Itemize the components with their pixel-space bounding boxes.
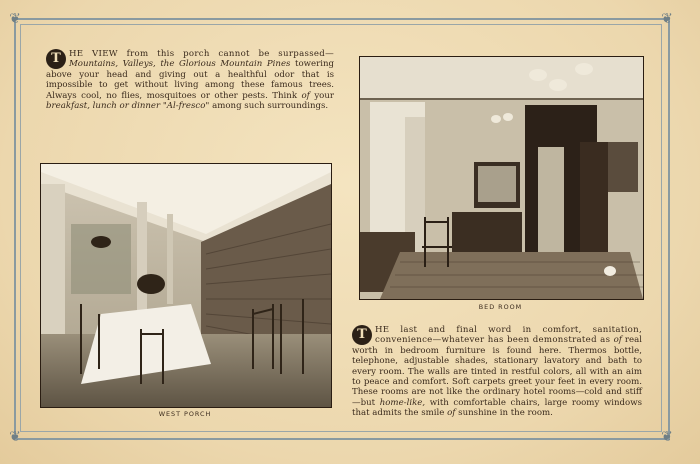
bedroom-body: real worth in bedroom furniture is found here. Thermos bottle, telephone, adjustable shades, stationary lavatory and bath to every room. The walls are tinted in restful colors, all with an aim to peace and comfort. Soft carpets greet your feet in every room. These rooms are not like the ordinary hotel rooms—cold and stiff—but <box>352 335 642 408</box>
bedroom-body-2: with comfortable chairs, large roomy windows that admits the smile <box>352 397 642 419</box>
porch-body: towering above your head and giving out a healthful odor that is impossible to get without living among these famous trees. Always cool, no flies, mosquitoes or other pests. Think <box>46 59 334 101</box>
bedroom-caption: BED ROOM <box>478 303 523 311</box>
corner-ornament-bottom-left: ❦ <box>9 429 21 445</box>
west-porch-caption: WEST PORCH <box>158 410 212 418</box>
porch-dropcap: T <box>46 49 66 69</box>
porch-emphasis-meals: breakfast, lunch or dinner "Al-fresco" <box>46 101 210 112</box>
corner-ornament-top-left: ❦ <box>9 11 21 27</box>
west-porch-photo <box>40 163 332 408</box>
bedroom-lead: HE last and final word in comfort, sanitation, convenience—whatever has been demonstrated as <box>375 325 642 346</box>
porch-of: of <box>301 90 310 101</box>
bedroom-description <box>352 325 642 419</box>
porch-lead: HE VIEW from this porch cannot be surpassed— <box>69 49 334 59</box>
porch-body-2: your <box>309 90 334 101</box>
bedroom-homelike: home-like, <box>379 397 426 408</box>
corner-ornament-top-right: ❦ <box>661 11 673 27</box>
bedroom-tail: sunshine in the room. <box>455 408 553 419</box>
porch-tail: among such surroundings. <box>209 101 329 112</box>
west-porch-image <box>41 164 331 407</box>
bedroom-of-1: of <box>613 335 622 346</box>
bedroom-image <box>360 57 643 299</box>
bedroom-photo <box>359 56 644 300</box>
porch-description <box>46 49 334 111</box>
bedroom-dropcap: T <box>352 325 372 345</box>
bedroom-of-2: of <box>447 408 456 419</box>
corner-ornament-bottom-right: ❦ <box>661 429 673 445</box>
porch-emphasis-mountains: Mountains, Valleys, the Glorious Mountain Pines <box>69 59 291 70</box>
